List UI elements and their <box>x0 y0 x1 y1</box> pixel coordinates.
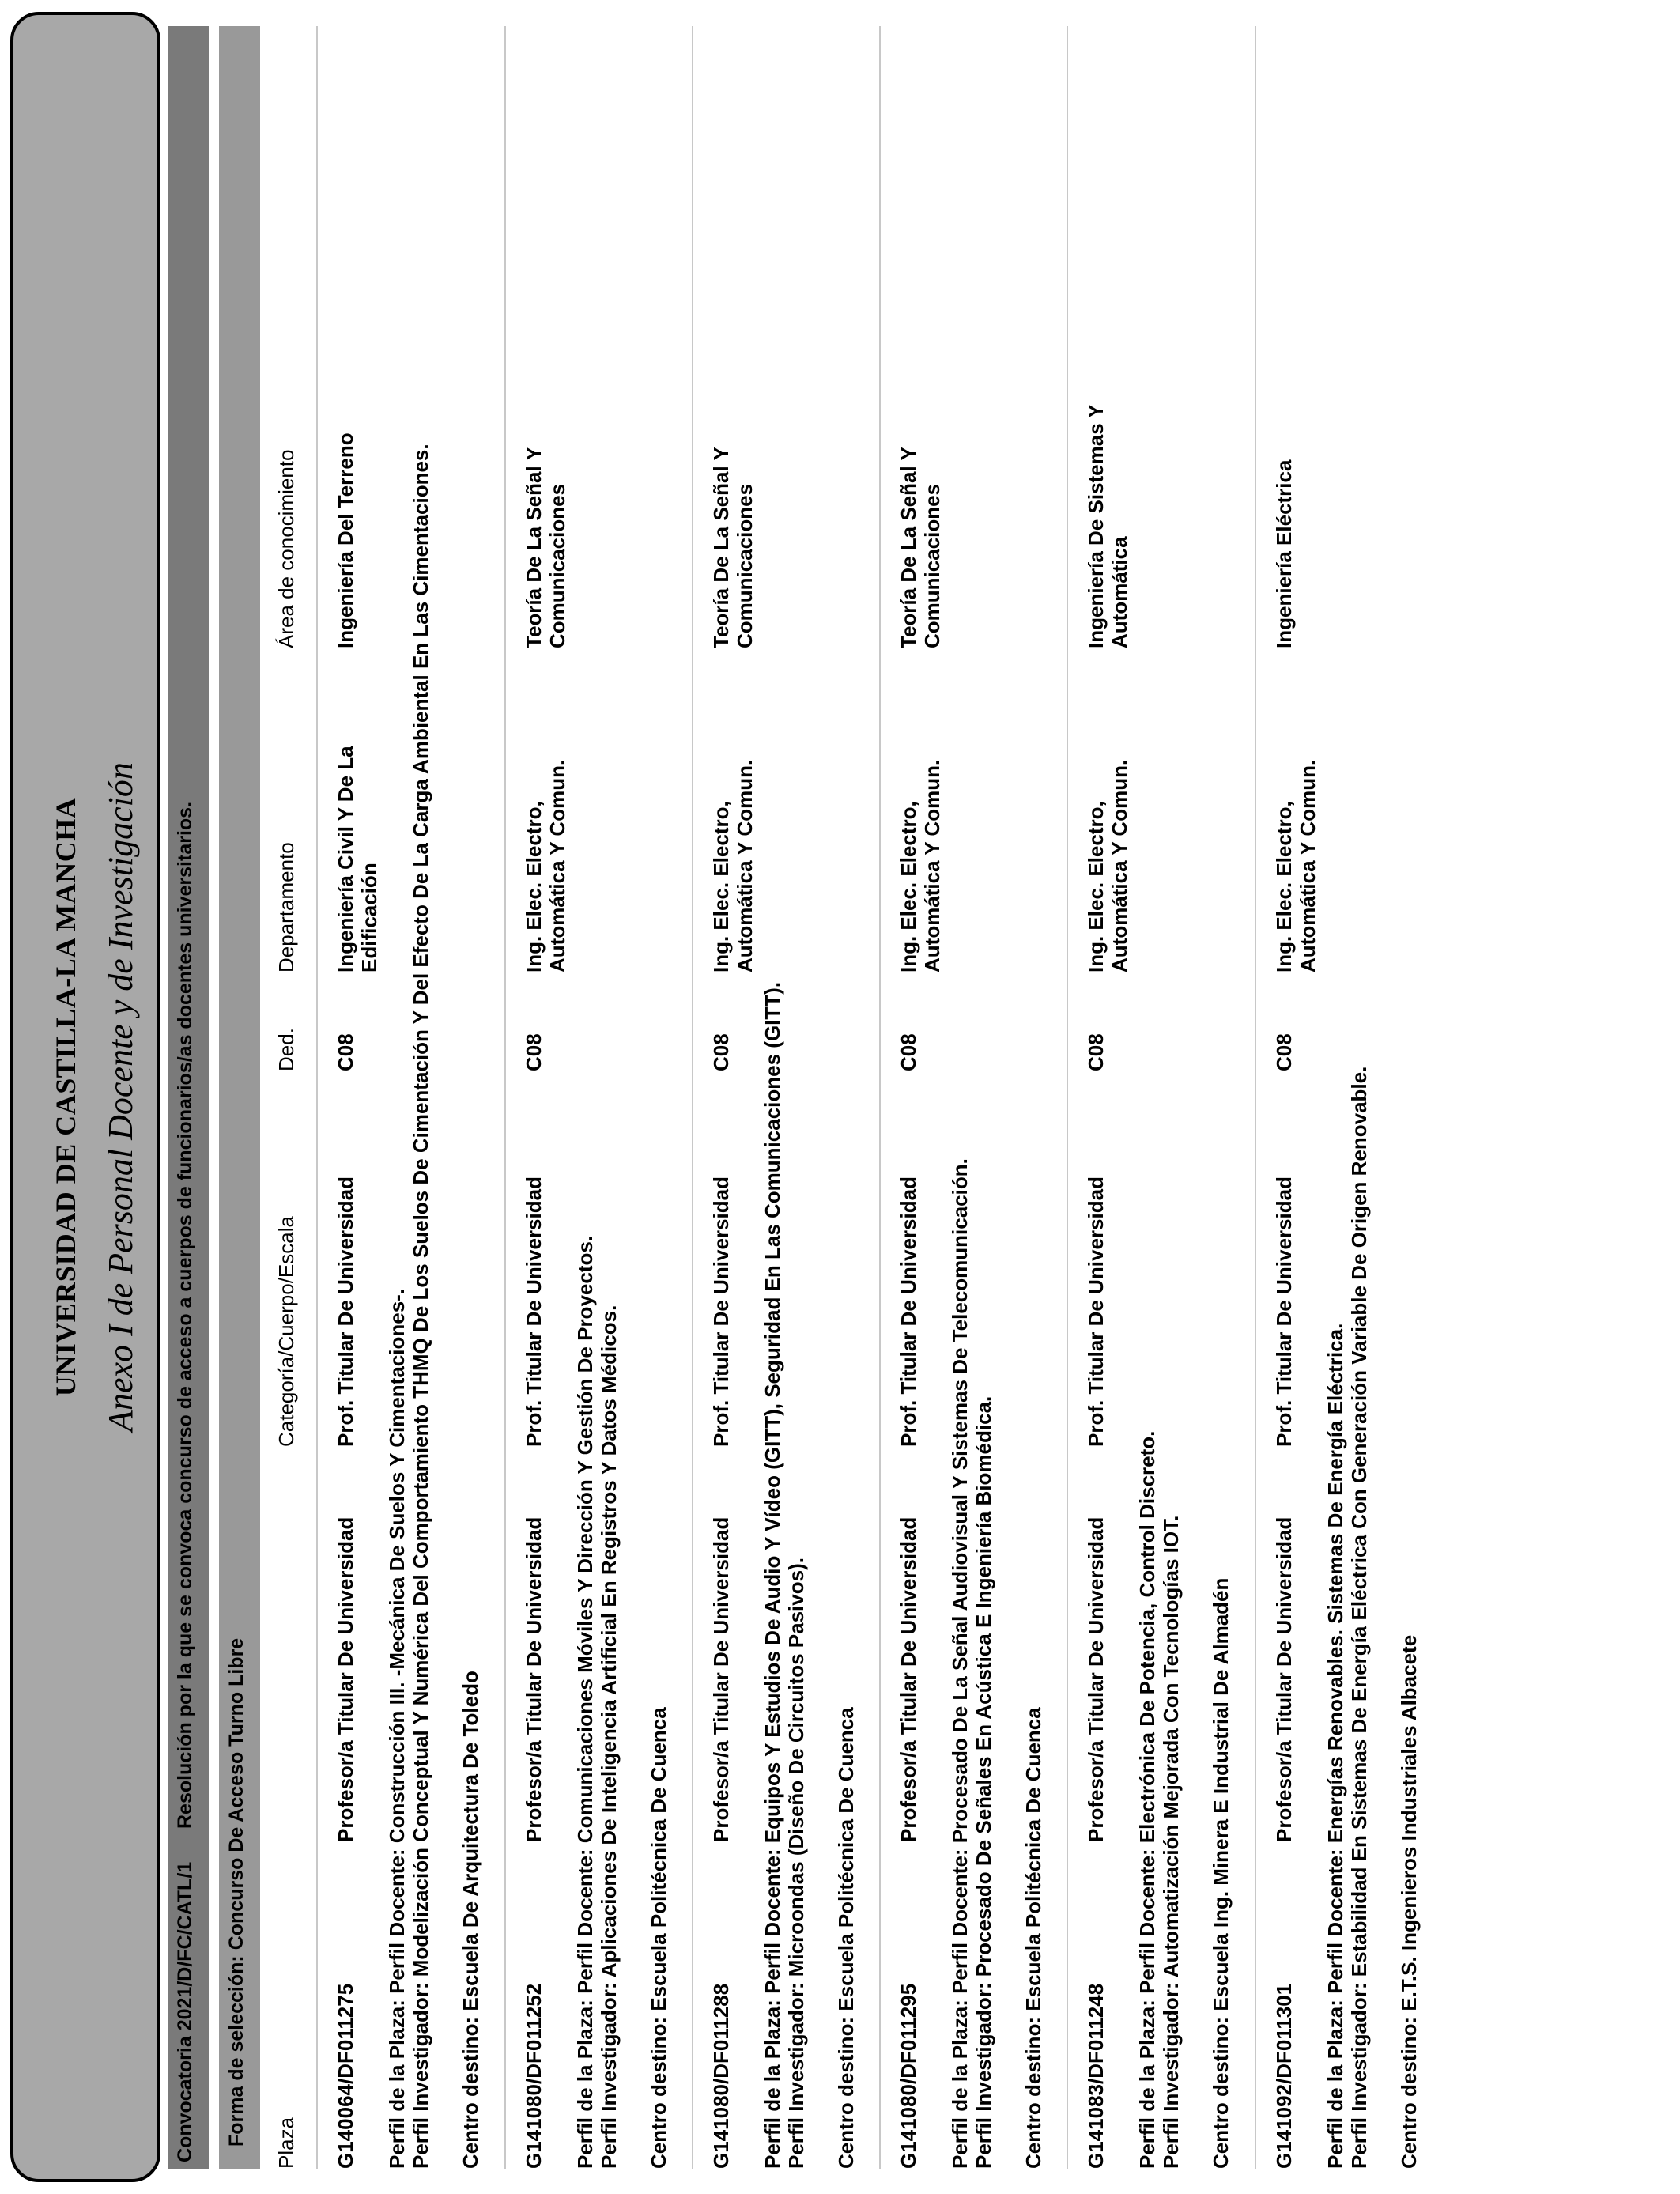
plaza-profile-line: Perfil Investigador: Microondas (Diseño De Circuitos Pasivos). <box>784 1558 808 2169</box>
selection-form: Forma de selección: Concurso De Acceso Turno Libre <box>225 1637 247 2147</box>
plaza-categoria: Profesor/a Titular De Universidad <box>709 1516 733 1842</box>
plaza-area-line: Ingeniería Eléctrica <box>1272 459 1296 648</box>
convocatoria-code: Convocatoria 2021/D/FC/CATL/1 <box>174 1861 196 2162</box>
plaza-profile-line: Perfil Investigador: Aplicaciones De Inteligencia Artificial En Registros Y Datos Médicos. <box>597 1305 621 2169</box>
plaza-categoria: Profesor/a Titular De Universidad <box>522 1516 546 1842</box>
plaza-code: G140064/DF011275 <box>334 1983 357 2169</box>
plaza-code: G141080/DF011295 <box>897 1983 920 2169</box>
plaza-cuerpo: Prof. Titular De Universidad <box>709 1176 733 1447</box>
row-separator <box>1067 26 1068 2169</box>
plaza-code: G141092/DF011301 <box>1272 1983 1296 2169</box>
plaza-cuerpo: Prof. Titular De Universidad <box>897 1176 920 1447</box>
header-plaza: Plaza <box>274 2117 298 2169</box>
plaza-profile-line: Perfil de la Plaza: Perfil Docente: Equipos Y Estudios De Audio Y Vídeo (GITT), Seguridad En Las Comunicaciones (GITT). <box>761 981 784 2169</box>
row-separator <box>692 26 693 2169</box>
plaza-code: G141083/DF011248 <box>1084 1983 1108 2169</box>
plaza-centro-destino: Centro destino: E.T.S. Ingenieros Industriales Albacete <box>1397 1634 1421 2169</box>
plaza-cuerpo: Prof. Titular De Universidad <box>334 1176 357 1447</box>
plaza-departamento-line: Ing. Elec. Electro, <box>522 801 546 972</box>
convocatoria-resolution: Resolución por la que se convoca concurso de acceso a cuerpos de funcionarios/as docentes universitarios. <box>174 801 196 1829</box>
plaza-departamento-line: Ing. Elec. Electro, <box>709 801 733 972</box>
plaza-ded: C08 <box>1084 1033 1108 1071</box>
plaza-profile-line: Perfil Investigador: Modelización Conceptual Y Numérica Del Comportamiento THMQ De Los Suelos De Cimentación Y Del Efecto De La Carga Ambiental En Las Cimentaciones. <box>409 444 432 2169</box>
row-separator <box>1255 26 1256 2169</box>
plaza-cuerpo: Prof. Titular De Universidad <box>1084 1176 1108 1447</box>
plaza-area-line: Teoría De La Señal Y <box>522 447 546 648</box>
plaza-code: G141080/DF011252 <box>522 1983 546 2169</box>
plaza-area-line: Comunicaciones <box>920 483 944 648</box>
plaza-profile-line: Perfil Investigador: Estabilidad En Sistemas De Energía Eléctrica Con Generación Variable De Origen Renovable. <box>1347 1066 1371 2169</box>
plaza-departamento-line: Ing. Elec. Electro, <box>1084 801 1108 972</box>
header-ded: Ded. <box>274 1028 298 1071</box>
plaza-profile-line: Perfil de la Plaza: Perfil Docente: Procesado De La Señal Audiovisual Y Sistemas De Telecomunicación. <box>948 1158 972 2169</box>
plaza-area-line: Teoría De La Señal Y <box>897 447 920 648</box>
plaza-departamento-line: Automática Y Comun. <box>733 759 757 972</box>
plaza-centro-destino: Centro destino: Escuela Politécnica De Cuenca <box>1021 1707 1045 2169</box>
plaza-departamento-line: Automática Y Comun. <box>1296 759 1319 972</box>
title-box <box>10 12 160 2182</box>
plaza-area-line: Automática <box>1108 536 1131 648</box>
plaza-categoria: Profesor/a Titular De Universidad <box>1272 1516 1296 1842</box>
plaza-departamento-line: Automática Y Comun. <box>546 759 569 972</box>
plaza-profile-line: Perfil Investigador: Procesado De Señales En Acústica E Ingeniería Biomédica. <box>972 1395 995 2169</box>
plaza-departamento-line: Ingeniería Civil Y De La <box>334 746 357 972</box>
plaza-departamento-line: Edificación <box>357 863 381 972</box>
plaza-area-line: Comunicaciones <box>733 483 757 648</box>
plaza-cuerpo: Prof. Titular De Universidad <box>522 1176 546 1447</box>
plaza-profile-line: Perfil de la Plaza: Perfil Docente: Construcción III. -Mecánica De Suelos Y Cimentaciones-. <box>385 1288 409 2169</box>
plaza-categoria: Profesor/a Titular De Universidad <box>1084 1516 1108 1842</box>
plaza-profile-line: Perfil de la Plaza: Perfil Docente: Electrónica De Potencia, Control Discreto. <box>1135 1430 1159 2169</box>
row-separator <box>504 26 506 2169</box>
plaza-ded: C08 <box>1272 1033 1296 1071</box>
university-title: UNIVERSIDAD DE CASTILLA-LA MANCHA <box>50 797 81 1397</box>
row-separator <box>879 26 881 2169</box>
plaza-departamento-line: Ing. Elec. Electro, <box>897 801 920 972</box>
plaza-profile-line: Perfil Investigador: Automatización Mejorada Con Tecnologías IOT. <box>1159 1515 1183 2169</box>
row-separator <box>316 26 318 2169</box>
plaza-centro-destino: Centro destino: Escuela De Arquitectura De Toledo <box>459 1671 482 2169</box>
plaza-centro-destino: Centro destino: Escuela Ing. Minera E Industrial De Almadén <box>1209 1577 1233 2169</box>
header-area: Área de conocimiento <box>274 449 298 648</box>
plaza-ded: C08 <box>897 1033 920 1071</box>
header-departamento: Departamento <box>274 842 298 972</box>
selection-form-band <box>219 26 260 2169</box>
plaza-departamento-line: Ing. Elec. Electro, <box>1272 801 1296 972</box>
plaza-ded: C08 <box>522 1033 546 1071</box>
plaza-code: G141080/DF011288 <box>709 1983 733 2169</box>
plaza-profile-line: Perfil de la Plaza: Perfil Docente: Energías Renovables. Sistemas De Energía Eléctrica. <box>1323 1323 1347 2169</box>
annex-subtitle: Anexo I de Personal Docente y de Investigación <box>101 762 140 1432</box>
header-categoria: Categoría/Cuerpo/Escala <box>274 1216 298 1447</box>
plaza-area-line: Teoría De La Señal Y <box>709 447 733 648</box>
plaza-centro-destino: Centro destino: Escuela Politécnica De Cuenca <box>647 1707 670 2169</box>
plaza-cuerpo: Prof. Titular De Universidad <box>1272 1176 1296 1447</box>
plaza-categoria: Profesor/a Titular De Universidad <box>897 1516 920 1842</box>
convocatoria-band <box>168 26 209 2169</box>
plaza-ded: C08 <box>709 1033 733 1071</box>
plaza-area-line: Comunicaciones <box>546 483 569 648</box>
plaza-departamento-line: Automática Y Comun. <box>920 759 944 972</box>
plaza-centro-destino: Centro destino: Escuela Politécnica De Cuenca <box>834 1707 858 2169</box>
plaza-ded: C08 <box>334 1033 357 1071</box>
plaza-departamento-line: Automática Y Comun. <box>1108 759 1131 972</box>
plaza-area-line: Ingeniería De Sistemas Y <box>1084 404 1108 648</box>
plaza-profile-line: Perfil de la Plaza: Perfil Docente: Comunicaciones Móviles Y Dirección Y Gestión De Proyectos. <box>573 1235 597 2169</box>
plaza-categoria: Profesor/a Titular De Universidad <box>334 1516 357 1842</box>
plaza-area-line: Ingeniería Del Terreno <box>334 432 357 648</box>
